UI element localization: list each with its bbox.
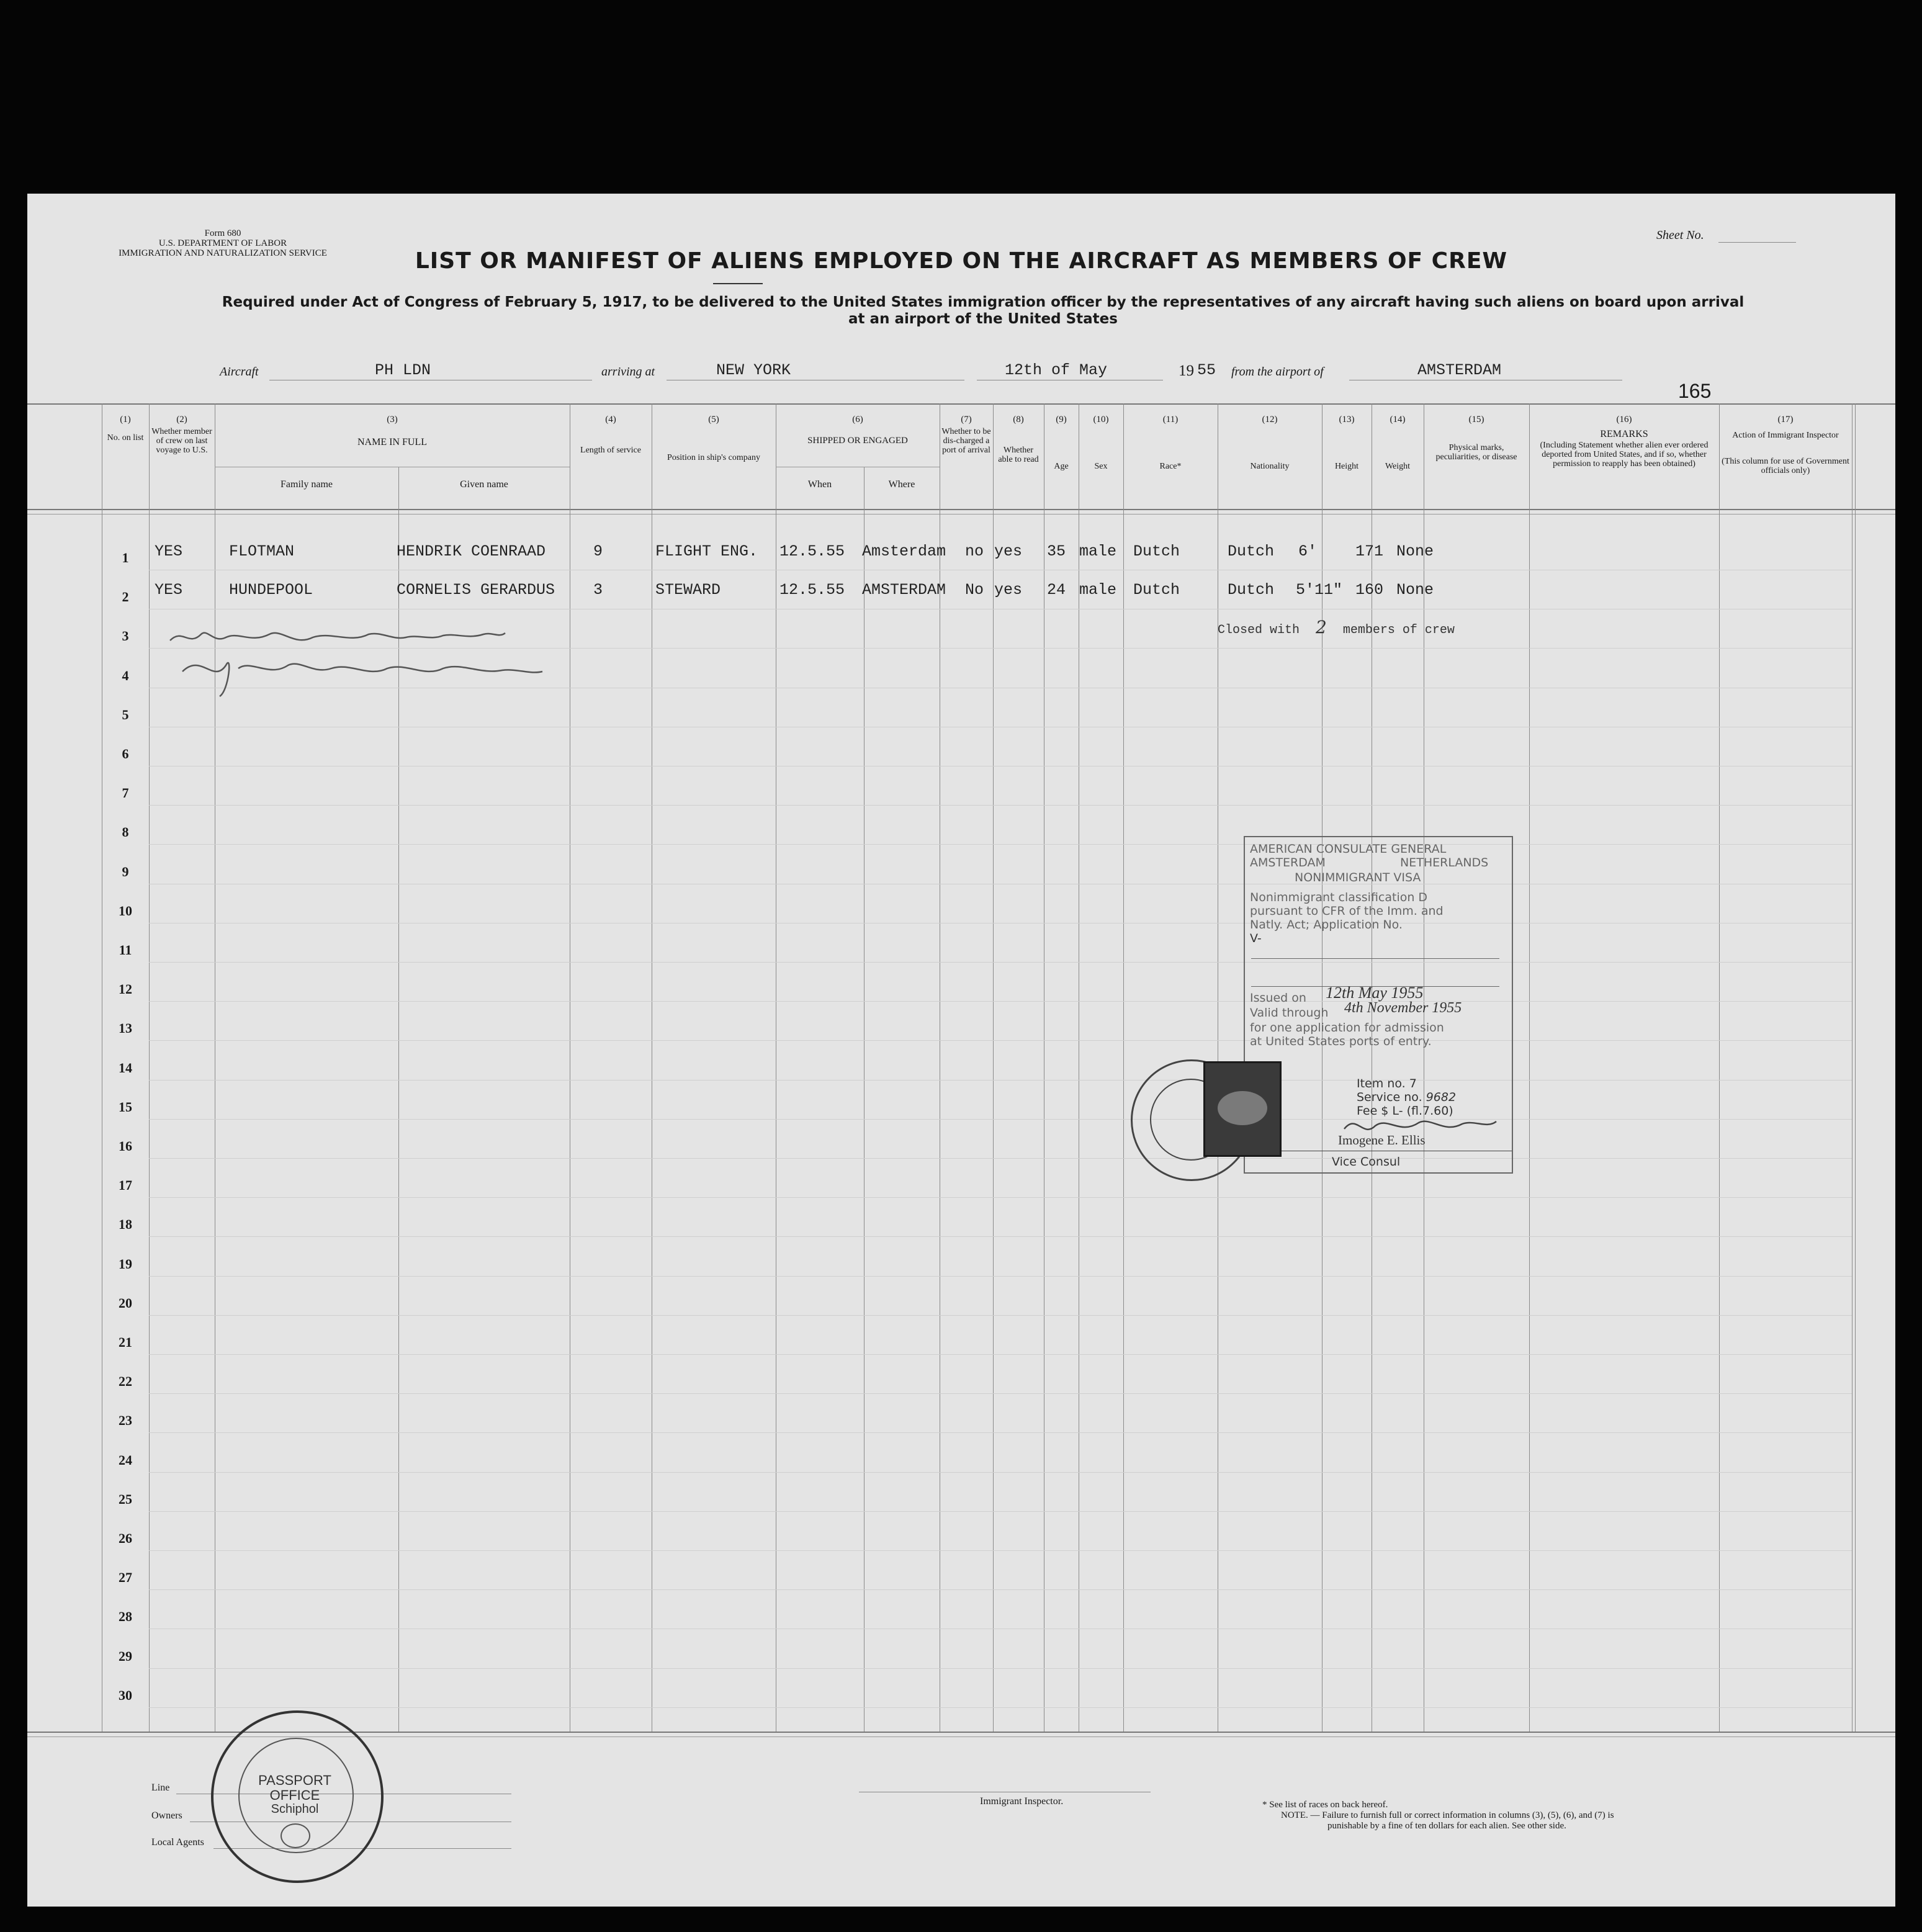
klm-stamp-line1: PASSPORT	[258, 1772, 331, 1788]
col-17-label: Action of Immigrant Inspector	[1732, 431, 1839, 440]
col-6-label: SHIPPED OR ENGAGED	[807, 436, 908, 446]
document-title: LIST OR MANIFEST OF ALIENS EMPLOYED ON THE AIRCRAFT AS MEMBERS OF CREW	[415, 248, 1508, 274]
row-number: 18	[119, 1216, 132, 1233]
row-number: 23	[119, 1413, 132, 1429]
cell-nationality: Dutch	[1228, 542, 1275, 560]
row-rule	[149, 1589, 1852, 1590]
from-value: AMSTERDAM	[1417, 361, 1502, 379]
col-3-sub-family: Family name	[281, 479, 333, 490]
arriving-value: NEW YORK	[716, 361, 791, 379]
row-number: 12	[119, 981, 132, 997]
row-number: 27	[119, 1570, 132, 1586]
row-rule	[149, 1276, 1852, 1277]
col-8-label: Whether able to read	[998, 446, 1039, 464]
col-13-num: (13)	[1339, 415, 1355, 425]
visa-type: NONIMMIGRANT VISA	[1295, 871, 1421, 884]
col-8-num: (8)	[1013, 415, 1024, 425]
cell-length-of-service: 9	[593, 542, 603, 560]
row-rule	[149, 1707, 1852, 1708]
row-rule	[149, 1668, 1852, 1669]
cell-sex: male	[1079, 542, 1117, 560]
visa-v-number: V-	[1250, 932, 1262, 945]
row-number: 7	[122, 785, 129, 801]
department: U.S. DEPARTMENT OF LABOR	[158, 238, 287, 248]
cell-where: AMSTERDAM	[862, 581, 946, 599]
cell-weight: 160	[1355, 581, 1384, 599]
closed-with-line	[1218, 617, 1455, 637]
col-10-label: Sex	[1094, 462, 1108, 471]
row-number: 2	[122, 589, 129, 605]
col-3-label: NAME IN FULL	[357, 437, 427, 447]
visa-consul-name: Imogene E. Ellis	[1338, 1133, 1426, 1148]
col-4-label: Length of service	[580, 446, 641, 455]
visa-valid-date: 4th November 1955	[1344, 1000, 1462, 1016]
cell-weight: 171	[1355, 542, 1384, 560]
sheet-number-label: Sheet No.	[1656, 228, 1704, 242]
cell-where: Amsterdam	[862, 542, 946, 560]
footnote-races: * See list of races on back hereof.	[1262, 1800, 1388, 1810]
immigrant-inspector-label: Immigrant Inspector.	[980, 1796, 1064, 1807]
row-rule	[149, 1197, 1852, 1198]
row-rule	[149, 1511, 1852, 1512]
col-11-num: (11)	[1162, 415, 1179, 425]
col-4-num: (4)	[605, 415, 616, 425]
row-rule	[149, 1315, 1852, 1316]
row-number: 30	[119, 1687, 132, 1703]
cell-height: 6'	[1298, 542, 1318, 560]
document-subtitle: Required under Act of Congress of February 5, 1917, to be delivered to the United States immigration officer by the representatives of any aircraft having such aliens on board upon arrival at an airport of the United States	[222, 294, 1745, 327]
col-13-label: Height	[1334, 462, 1359, 471]
handwritten-signature	[145, 609, 592, 703]
date-value: 12th of May	[1005, 361, 1108, 379]
fee-stamp	[1203, 1061, 1282, 1157]
cell-discharged: no	[965, 542, 984, 560]
row-number: 13	[119, 1020, 132, 1036]
visa-service-label: Service no.	[1357, 1090, 1422, 1104]
year-value: 55	[1197, 361, 1216, 379]
visa-service-no	[1357, 1090, 1456, 1104]
visa-fee: Fee $ L- (fl.7.60)	[1357, 1104, 1453, 1118]
visa-item-no: Item no. 7	[1357, 1077, 1417, 1090]
row-number: 25	[119, 1491, 132, 1507]
row-number: 15	[119, 1099, 132, 1115]
cell-family-name: HUNDEPOOL	[229, 581, 313, 599]
row-number: 20	[119, 1295, 132, 1311]
cell-discharged: No	[965, 581, 984, 599]
cell-prev-voyage: YES	[155, 581, 183, 599]
row-number: 22	[119, 1373, 132, 1390]
visa-service-value: 9682	[1426, 1090, 1457, 1104]
col-15-num: (15)	[1468, 415, 1484, 425]
closed-with-count: 2	[1316, 617, 1327, 637]
cell-race: Dutch	[1133, 581, 1180, 599]
col-1-label: No. on list	[107, 433, 144, 443]
cell-nationality: Dutch	[1228, 581, 1275, 599]
row-rule	[149, 805, 1852, 806]
visa-consul-title: Vice Consul	[1332, 1155, 1401, 1169]
col-16-num: (16)	[1616, 415, 1632, 425]
cell-when: 12.5.55	[779, 581, 845, 599]
col-7-num: (7)	[961, 415, 972, 425]
visa-issued-date: 12th May 1955	[1326, 984, 1424, 1002]
row-number: 21	[119, 1334, 132, 1350]
footnote-fine: punishable by a fine of ten dollars for each alien. See other side.	[1327, 1821, 1566, 1831]
footer-line-label: Line	[151, 1782, 170, 1793]
cell-prev-voyage: YES	[155, 542, 183, 560]
col-12-label: Nationality	[1250, 462, 1290, 471]
cell-physical-marks: None	[1396, 542, 1434, 560]
arriving-label: arriving at	[601, 365, 655, 379]
visa-issued-label: Issued on	[1250, 991, 1306, 1005]
visa-stamp	[1244, 836, 1513, 1174]
visa-pursuant: pursuant to CFR of the Imm. and	[1250, 904, 1444, 918]
page-number: 165	[1678, 380, 1712, 402]
cell-family-name: FLOTMAN	[229, 542, 295, 560]
cell-given-name: CORNELIS GERARDUS	[397, 581, 555, 599]
aircraft-label: Aircraft	[220, 365, 259, 379]
col-1-num: (1)	[120, 415, 131, 425]
col-17-num: (17)	[1777, 415, 1794, 425]
cell-able-to-read: yes	[994, 581, 1023, 599]
col-7-label: Whether to be dis-charged a port of arrival	[941, 427, 991, 455]
row-rule	[149, 1080, 1852, 1081]
row-rule	[149, 1001, 1852, 1002]
col-16-subtext: (Including Statement whether alien ever ordered deported from United States, and if so, whether permission to reapply has been obtained)	[1540, 441, 1709, 469]
row-number: 1	[122, 550, 129, 565]
row-number: 29	[119, 1648, 132, 1664]
col-12-num: (12)	[1262, 415, 1278, 425]
row-rule	[149, 1158, 1852, 1159]
col-5-label: Position in ship's company	[667, 453, 760, 462]
col-16-label: REMARKS	[1600, 429, 1648, 439]
row-rule	[149, 844, 1852, 845]
year-prefix: 19	[1179, 362, 1194, 379]
cell-when: 12.5.55	[779, 542, 845, 560]
col-3-num: (3)	[387, 415, 398, 425]
klm-stamp-line3: Schiphol	[271, 1802, 319, 1816]
closed-with-suffix: members of crew	[1342, 623, 1455, 637]
cell-able-to-read: yes	[994, 542, 1023, 560]
cell-length-of-service: 3	[593, 581, 603, 599]
row-number: 24	[119, 1452, 132, 1468]
row-number: 3	[122, 628, 129, 644]
row-number: 4	[122, 667, 129, 683]
col-5-num: (5)	[708, 415, 719, 425]
footnote-note: NOTE. — Failure to furnish full or correct information in columns (3), (5), (6), and (7) is	[1281, 1810, 1614, 1820]
manifest-sheet	[27, 194, 1895, 1907]
klm-passport-stamp	[211, 1710, 384, 1883]
cell-physical-marks: None	[1396, 581, 1434, 599]
from-label: from the airport of	[1231, 365, 1324, 379]
visa-application-text: for one application for admission	[1250, 1021, 1444, 1035]
visa-consulate: AMERICAN CONSULATE GENERAL	[1250, 842, 1447, 856]
row-rule	[149, 962, 1852, 963]
row-number: 28	[119, 1609, 132, 1625]
row-number: 19	[119, 1256, 132, 1272]
cell-race: Dutch	[1133, 542, 1180, 560]
row-number: 8	[122, 824, 129, 840]
cell-given-name: HENDRIK COENRAAD	[397, 542, 546, 560]
cell-position: FLIGHT ENG.	[655, 542, 758, 560]
row-rule	[149, 1119, 1852, 1120]
visa-classification: Nonimmigrant classification D	[1250, 891, 1428, 904]
row-rule	[149, 1354, 1852, 1355]
col-17-subtext: (This column for use of Government officials only)	[1722, 457, 1849, 475]
col-6-sub-when: When	[807, 479, 832, 490]
footer-owners-label: Owners	[151, 1810, 182, 1821]
row-rule	[149, 1393, 1852, 1394]
row-number: 6	[122, 746, 129, 762]
visa-country: NETHERLANDS	[1400, 856, 1489, 869]
row-number: 16	[119, 1138, 132, 1154]
col-14-num: (14)	[1390, 415, 1406, 425]
row-number: 14	[119, 1059, 132, 1076]
aircraft-value: PH LDN	[375, 361, 431, 379]
row-rule	[149, 1432, 1852, 1433]
row-rule	[149, 1550, 1852, 1551]
klm-stamp-line2: OFFICE	[269, 1787, 320, 1803]
footer-agents-label: Local Agents	[151, 1837, 204, 1848]
closed-with-prefix: Closed with	[1218, 623, 1300, 637]
cell-height: 5'11"	[1296, 581, 1343, 599]
col-6-num: (6)	[852, 415, 863, 425]
col-3-sub-given: Given name	[460, 479, 508, 490]
col-2-num: (2)	[176, 415, 187, 425]
cell-sex: male	[1079, 581, 1117, 599]
col-10-num: (10)	[1093, 415, 1109, 425]
service-name: IMMIGRATION AND NATURALIZATION SERVICE	[119, 248, 327, 258]
visa-city: AMSTERDAM	[1250, 856, 1326, 869]
cell-position: STEWARD	[655, 581, 721, 599]
row-rule	[149, 1236, 1852, 1237]
cell-age: 24	[1047, 581, 1066, 599]
cell-age: 35	[1047, 542, 1066, 560]
row-number: 10	[119, 902, 132, 919]
crown-icon	[281, 1823, 310, 1848]
row-number: 9	[122, 863, 129, 879]
col-15-label: Physical marks, peculiarities, or disease	[1435, 443, 1517, 462]
visa-ports-text: at United States ports of entry.	[1250, 1035, 1432, 1048]
visa-application: Natly. Act; Application No.	[1250, 918, 1403, 932]
form-number: Form 680	[204, 228, 241, 238]
row-number: 5	[122, 706, 129, 722]
row-rule	[149, 1472, 1852, 1473]
col-9-num: (9)	[1056, 415, 1067, 425]
row-number: 11	[119, 942, 132, 958]
row-number: 17	[119, 1177, 132, 1193]
col-6-sub-where: Where	[888, 479, 915, 490]
col-2-label: Whether member of crew on last voyage to U.S.	[151, 427, 212, 455]
visa-valid-label: Valid through	[1250, 1006, 1329, 1020]
col-14-label: Weight	[1385, 462, 1411, 471]
col-9-label: Age	[1054, 462, 1069, 471]
col-11-label: Race*	[1159, 462, 1182, 471]
row-rule	[149, 1040, 1852, 1041]
row-number: 26	[119, 1530, 132, 1546]
